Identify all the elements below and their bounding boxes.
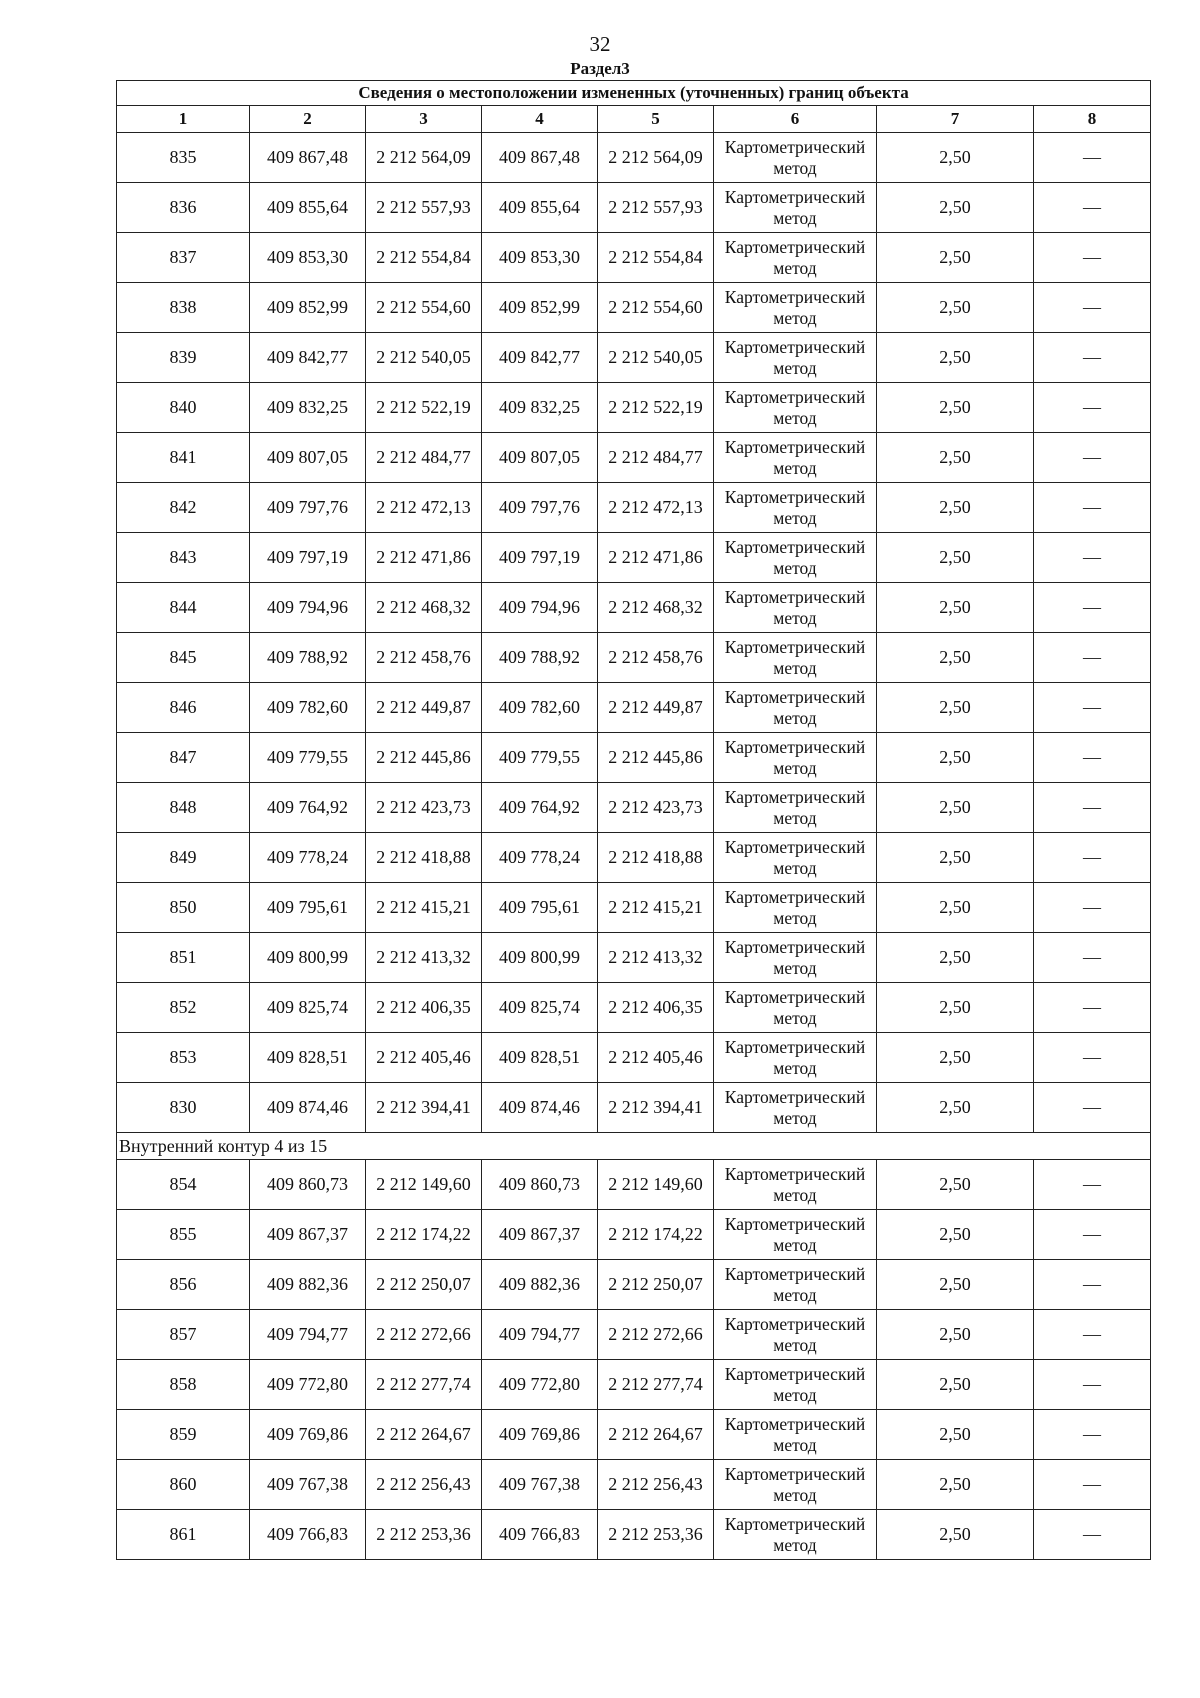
x-refined-cell: 409 828,51 xyxy=(482,1033,598,1083)
y-refined-cell: 2 212 405,46 xyxy=(598,1033,714,1083)
point-number-cell: 852 xyxy=(117,983,250,1033)
table-row xyxy=(117,1360,1151,1410)
accuracy-cell: 2,50 xyxy=(877,233,1034,283)
x-refined-cell: 409 874,46 xyxy=(482,1083,598,1133)
method-cell: Картометрический метод xyxy=(714,883,877,933)
y-refined-cell: 2 212 423,73 xyxy=(598,783,714,833)
y-existing-cell: 2 212 484,77 xyxy=(366,433,482,483)
accuracy-cell: 2,50 xyxy=(877,733,1034,783)
method-cell: Картометрический метод xyxy=(714,1410,877,1460)
method-cell: Картометрический метод xyxy=(714,483,877,533)
point-number-cell: 858 xyxy=(117,1360,250,1410)
x-refined-cell: 409 778,24 xyxy=(482,833,598,883)
x-existing-cell: 409 853,30 xyxy=(250,233,366,283)
table-caption: Сведения о местоположении измененных (уточненных) границ объекта xyxy=(117,81,1151,106)
accuracy-cell: 2,50 xyxy=(877,1160,1034,1210)
table-row xyxy=(117,1260,1151,1310)
y-refined-cell: 2 212 253,36 xyxy=(598,1510,714,1560)
x-existing-cell: 409 842,77 xyxy=(250,333,366,383)
x-refined-cell: 409 767,38 xyxy=(482,1460,598,1510)
column-header: 2 xyxy=(250,106,366,133)
section-title: Раздел3 xyxy=(570,59,630,78)
accuracy-cell: 2,50 xyxy=(877,383,1034,433)
y-refined-cell: 2 212 468,32 xyxy=(598,583,714,633)
y-existing-cell: 2 212 418,88 xyxy=(366,833,482,883)
y-existing-cell: 2 212 445,86 xyxy=(366,733,482,783)
x-existing-cell: 409 772,80 xyxy=(250,1360,366,1410)
accuracy-cell: 2,50 xyxy=(877,883,1034,933)
table-row xyxy=(117,833,1151,883)
method-cell: Картометрический метод xyxy=(714,633,877,683)
y-existing-cell: 2 212 405,46 xyxy=(366,1033,482,1083)
description-cell: — xyxy=(1034,1410,1151,1460)
point-number-cell: 861 xyxy=(117,1510,250,1560)
description-cell: — xyxy=(1034,633,1151,683)
description-cell: — xyxy=(1034,383,1151,433)
table-row xyxy=(117,133,1151,183)
table-row xyxy=(117,1460,1151,1510)
method-cell: Картометрический метод xyxy=(714,1083,877,1133)
y-refined-cell: 2 212 564,09 xyxy=(598,133,714,183)
method-cell: Картометрический метод xyxy=(714,533,877,583)
point-number-cell: 836 xyxy=(117,183,250,233)
y-existing-cell: 2 212 264,67 xyxy=(366,1410,482,1460)
y-existing-cell: 2 212 250,07 xyxy=(366,1260,482,1310)
x-existing-cell: 409 852,99 xyxy=(250,283,366,333)
description-cell: — xyxy=(1034,1160,1151,1210)
y-refined-cell: 2 212 540,05 xyxy=(598,333,714,383)
accuracy-cell: 2,50 xyxy=(877,1083,1034,1133)
method-cell: Картометрический метод xyxy=(714,1460,877,1510)
table-row xyxy=(117,283,1151,333)
description-cell: — xyxy=(1034,883,1151,933)
y-existing-cell: 2 212 468,32 xyxy=(366,583,482,633)
point-number-cell: 838 xyxy=(117,283,250,333)
y-refined-cell: 2 212 264,67 xyxy=(598,1410,714,1460)
column-header: 6 xyxy=(714,106,877,133)
table-row xyxy=(117,983,1151,1033)
point-number-cell: 854 xyxy=(117,1160,250,1210)
x-refined-cell: 409 794,77 xyxy=(482,1310,598,1360)
y-refined-cell: 2 212 256,43 xyxy=(598,1460,714,1510)
point-number-cell: 855 xyxy=(117,1210,250,1260)
description-cell: — xyxy=(1034,1360,1151,1410)
y-existing-cell: 2 212 272,66 xyxy=(366,1310,482,1360)
accuracy-cell: 2,50 xyxy=(877,583,1034,633)
method-cell: Картометрический метод xyxy=(714,1510,877,1560)
accuracy-cell: 2,50 xyxy=(877,633,1034,683)
point-number-cell: 846 xyxy=(117,683,250,733)
y-refined-cell: 2 212 418,88 xyxy=(598,833,714,883)
method-cell: Картометрический метод xyxy=(714,933,877,983)
table-row xyxy=(117,1410,1151,1460)
method-cell: Картометрический метод xyxy=(714,983,877,1033)
point-number-cell: 840 xyxy=(117,383,250,433)
point-number-cell: 845 xyxy=(117,633,250,683)
x-existing-cell: 409 800,99 xyxy=(250,933,366,983)
description-cell: — xyxy=(1034,133,1151,183)
x-refined-cell: 409 867,37 xyxy=(482,1210,598,1260)
table-row xyxy=(117,1033,1151,1083)
y-existing-cell: 2 212 413,32 xyxy=(366,933,482,983)
description-cell: — xyxy=(1034,433,1151,483)
y-existing-cell: 2 212 458,76 xyxy=(366,633,482,683)
accuracy-cell: 2,50 xyxy=(877,1033,1034,1083)
y-existing-cell: 2 212 522,19 xyxy=(366,383,482,433)
y-refined-cell: 2 212 445,86 xyxy=(598,733,714,783)
y-existing-cell: 2 212 406,35 xyxy=(366,983,482,1033)
method-cell: Картометрический метод xyxy=(714,1033,877,1083)
table-row xyxy=(117,233,1151,283)
x-refined-cell: 409 772,80 xyxy=(482,1360,598,1410)
y-existing-cell: 2 212 449,87 xyxy=(366,683,482,733)
point-number-cell: 837 xyxy=(117,233,250,283)
y-refined-cell: 2 212 554,60 xyxy=(598,283,714,333)
accuracy-cell: 2,50 xyxy=(877,783,1034,833)
x-refined-cell: 409 807,05 xyxy=(482,433,598,483)
x-refined-cell: 409 860,73 xyxy=(482,1160,598,1210)
description-cell: — xyxy=(1034,533,1151,583)
y-existing-cell: 2 212 394,41 xyxy=(366,1083,482,1133)
column-header: 7 xyxy=(877,106,1034,133)
description-cell: — xyxy=(1034,1083,1151,1133)
description-cell: — xyxy=(1034,233,1151,283)
x-refined-cell: 409 825,74 xyxy=(482,983,598,1033)
table-row xyxy=(117,1160,1151,1210)
y-refined-cell: 2 212 415,21 xyxy=(598,883,714,933)
point-number-cell: 853 xyxy=(117,1033,250,1083)
column-header: 5 xyxy=(598,106,714,133)
column-header: 1 xyxy=(117,106,250,133)
y-refined-cell: 2 212 272,66 xyxy=(598,1310,714,1360)
table-row xyxy=(117,483,1151,533)
x-existing-cell: 409 855,64 xyxy=(250,183,366,233)
y-refined-cell: 2 212 413,32 xyxy=(598,933,714,983)
x-refined-cell: 409 794,96 xyxy=(482,583,598,633)
y-existing-cell: 2 212 554,84 xyxy=(366,233,482,283)
point-number-cell: 850 xyxy=(117,883,250,933)
x-refined-cell: 409 782,60 xyxy=(482,683,598,733)
column-header: 3 xyxy=(366,106,482,133)
x-existing-cell: 409 797,19 xyxy=(250,533,366,583)
x-existing-cell: 409 825,74 xyxy=(250,983,366,1033)
accuracy-cell: 2,50 xyxy=(877,1410,1034,1460)
y-refined-cell: 2 212 174,22 xyxy=(598,1210,714,1260)
table-row xyxy=(117,433,1151,483)
x-refined-cell: 409 867,48 xyxy=(482,133,598,183)
description-cell: — xyxy=(1034,783,1151,833)
method-cell: Картометрический метод xyxy=(714,1260,877,1310)
x-refined-cell: 409 800,99 xyxy=(482,933,598,983)
description-cell: — xyxy=(1034,933,1151,983)
method-cell: Картометрический метод xyxy=(714,383,877,433)
x-existing-cell: 409 766,83 xyxy=(250,1510,366,1560)
description-cell: — xyxy=(1034,483,1151,533)
x-refined-cell: 409 764,92 xyxy=(482,783,598,833)
y-existing-cell: 2 212 557,93 xyxy=(366,183,482,233)
point-number-cell: 851 xyxy=(117,933,250,983)
point-number-cell: 830 xyxy=(117,1083,250,1133)
x-existing-cell: 409 782,60 xyxy=(250,683,366,733)
x-refined-cell: 409 882,36 xyxy=(482,1260,598,1310)
y-refined-cell: 2 212 394,41 xyxy=(598,1083,714,1133)
y-existing-cell: 2 212 540,05 xyxy=(366,333,482,383)
table-caption-row xyxy=(117,81,1151,106)
x-refined-cell: 409 855,64 xyxy=(482,183,598,233)
description-cell: — xyxy=(1034,683,1151,733)
table-row xyxy=(117,1083,1151,1133)
y-existing-cell: 2 212 174,22 xyxy=(366,1210,482,1260)
y-refined-cell: 2 212 554,84 xyxy=(598,233,714,283)
y-refined-cell: 2 212 250,07 xyxy=(598,1260,714,1310)
method-cell: Картометрический метод xyxy=(714,133,877,183)
table-row xyxy=(117,333,1151,383)
description-cell: — xyxy=(1034,733,1151,783)
accuracy-cell: 2,50 xyxy=(877,833,1034,883)
x-existing-cell: 409 794,77 xyxy=(250,1310,366,1360)
table-row xyxy=(117,533,1151,583)
y-refined-cell: 2 212 484,77 xyxy=(598,433,714,483)
x-existing-cell: 409 867,37 xyxy=(250,1210,366,1260)
x-refined-cell: 409 795,61 xyxy=(482,883,598,933)
x-existing-cell: 409 764,92 xyxy=(250,783,366,833)
table-row xyxy=(117,1210,1151,1260)
column-header: 8 xyxy=(1034,106,1151,133)
table-row xyxy=(117,933,1151,983)
x-existing-cell: 409 779,55 xyxy=(250,733,366,783)
accuracy-cell: 2,50 xyxy=(877,333,1034,383)
y-refined-cell: 2 212 472,13 xyxy=(598,483,714,533)
x-existing-cell: 409 795,61 xyxy=(250,883,366,933)
method-cell: Картометрический метод xyxy=(714,283,877,333)
accuracy-cell: 2,50 xyxy=(877,133,1034,183)
y-existing-cell: 2 212 415,21 xyxy=(366,883,482,933)
y-existing-cell: 2 212 149,60 xyxy=(366,1160,482,1210)
method-cell: Картометрический метод xyxy=(714,1160,877,1210)
x-existing-cell: 409 767,38 xyxy=(250,1460,366,1510)
description-cell: — xyxy=(1034,583,1151,633)
accuracy-cell: 2,50 xyxy=(877,183,1034,233)
contour-row xyxy=(117,1133,1151,1160)
method-cell: Картометрический метод xyxy=(714,733,877,783)
x-refined-cell: 409 842,77 xyxy=(482,333,598,383)
table-row xyxy=(117,633,1151,683)
point-number-cell: 844 xyxy=(117,583,250,633)
point-number-cell: 839 xyxy=(117,333,250,383)
point-number-cell: 859 xyxy=(117,1410,250,1460)
x-refined-cell: 409 766,83 xyxy=(482,1510,598,1560)
x-refined-cell: 409 797,19 xyxy=(482,533,598,583)
accuracy-cell: 2,50 xyxy=(877,933,1034,983)
y-refined-cell: 2 212 522,19 xyxy=(598,383,714,433)
point-number-cell: 842 xyxy=(117,483,250,533)
x-existing-cell: 409 794,96 xyxy=(250,583,366,633)
y-existing-cell: 2 212 256,43 xyxy=(366,1460,482,1510)
page-number: 32 xyxy=(589,32,611,56)
accuracy-cell: 2,50 xyxy=(877,1210,1034,1260)
y-existing-cell: 2 212 471,86 xyxy=(366,533,482,583)
y-refined-cell: 2 212 557,93 xyxy=(598,183,714,233)
y-refined-cell: 2 212 406,35 xyxy=(598,983,714,1033)
accuracy-cell: 2,50 xyxy=(877,1310,1034,1360)
method-cell: Картометрический метод xyxy=(714,833,877,883)
x-existing-cell: 409 797,76 xyxy=(250,483,366,533)
point-number-cell: 848 xyxy=(117,783,250,833)
point-number-cell: 841 xyxy=(117,433,250,483)
table-row xyxy=(117,783,1151,833)
x-refined-cell: 409 797,76 xyxy=(482,483,598,533)
method-cell: Картометрический метод xyxy=(714,233,877,283)
x-refined-cell: 409 832,25 xyxy=(482,383,598,433)
accuracy-cell: 2,50 xyxy=(877,1460,1034,1510)
accuracy-cell: 2,50 xyxy=(877,533,1034,583)
description-cell: — xyxy=(1034,283,1151,333)
description-cell: — xyxy=(1034,1033,1151,1083)
y-existing-cell: 2 212 554,60 xyxy=(366,283,482,333)
description-cell: — xyxy=(1034,833,1151,883)
method-cell: Картометрический метод xyxy=(714,1360,877,1410)
accuracy-cell: 2,50 xyxy=(877,683,1034,733)
table-row xyxy=(117,883,1151,933)
description-cell: — xyxy=(1034,333,1151,383)
y-refined-cell: 2 212 471,86 xyxy=(598,533,714,583)
description-cell: — xyxy=(1034,183,1151,233)
y-existing-cell: 2 212 472,13 xyxy=(366,483,482,533)
y-existing-cell: 2 212 253,36 xyxy=(366,1510,482,1560)
y-existing-cell: 2 212 277,74 xyxy=(366,1360,482,1410)
point-number-cell: 856 xyxy=(117,1260,250,1310)
method-cell: Картометрический метод xyxy=(714,783,877,833)
method-cell: Картометрический метод xyxy=(714,433,877,483)
description-cell: — xyxy=(1034,1510,1151,1560)
table-row xyxy=(117,1510,1151,1560)
method-cell: Картометрический метод xyxy=(714,1210,877,1260)
accuracy-cell: 2,50 xyxy=(877,433,1034,483)
x-refined-cell: 409 769,86 xyxy=(482,1410,598,1460)
method-cell: Картометрический метод xyxy=(714,683,877,733)
table-row xyxy=(117,183,1151,233)
y-refined-cell: 2 212 149,60 xyxy=(598,1160,714,1210)
x-existing-cell: 409 778,24 xyxy=(250,833,366,883)
accuracy-cell: 2,50 xyxy=(877,983,1034,1033)
column-number-row xyxy=(117,106,1151,133)
point-number-cell: 843 xyxy=(117,533,250,583)
description-cell: — xyxy=(1034,1210,1151,1260)
accuracy-cell: 2,50 xyxy=(877,1360,1034,1410)
table-row xyxy=(117,1310,1151,1360)
y-refined-cell: 2 212 277,74 xyxy=(598,1360,714,1410)
accuracy-cell: 2,50 xyxy=(877,1510,1034,1560)
y-refined-cell: 2 212 458,76 xyxy=(598,633,714,683)
description-cell: — xyxy=(1034,1260,1151,1310)
table-row xyxy=(117,733,1151,783)
table-row xyxy=(117,683,1151,733)
x-existing-cell: 409 807,05 xyxy=(250,433,366,483)
x-existing-cell: 409 828,51 xyxy=(250,1033,366,1083)
method-cell: Картометрический метод xyxy=(714,183,877,233)
contour-label: Внутренний контур 4 из 15 xyxy=(117,1133,1151,1160)
point-number-cell: 860 xyxy=(117,1460,250,1510)
boundary-coordinates-table xyxy=(116,80,1151,1560)
x-existing-cell: 409 788,92 xyxy=(250,633,366,683)
table-row xyxy=(117,383,1151,433)
description-cell: — xyxy=(1034,1310,1151,1360)
x-existing-cell: 409 860,73 xyxy=(250,1160,366,1210)
x-existing-cell: 409 882,36 xyxy=(250,1260,366,1310)
x-existing-cell: 409 769,86 xyxy=(250,1410,366,1460)
x-refined-cell: 409 853,30 xyxy=(482,233,598,283)
description-cell: — xyxy=(1034,1460,1151,1510)
accuracy-cell: 2,50 xyxy=(877,1260,1034,1310)
accuracy-cell: 2,50 xyxy=(877,283,1034,333)
x-existing-cell: 409 832,25 xyxy=(250,383,366,433)
description-cell: — xyxy=(1034,983,1151,1033)
point-number-cell: 857 xyxy=(117,1310,250,1360)
x-existing-cell: 409 867,48 xyxy=(250,133,366,183)
y-existing-cell: 2 212 564,09 xyxy=(366,133,482,183)
column-header: 4 xyxy=(482,106,598,133)
y-existing-cell: 2 212 423,73 xyxy=(366,783,482,833)
x-refined-cell: 409 852,99 xyxy=(482,283,598,333)
x-refined-cell: 409 779,55 xyxy=(482,733,598,783)
accuracy-cell: 2,50 xyxy=(877,483,1034,533)
x-refined-cell: 409 788,92 xyxy=(482,633,598,683)
point-number-cell: 849 xyxy=(117,833,250,883)
point-number-cell: 847 xyxy=(117,733,250,783)
method-cell: Картометрический метод xyxy=(714,583,877,633)
y-refined-cell: 2 212 449,87 xyxy=(598,683,714,733)
table-body xyxy=(117,81,1151,1560)
x-existing-cell: 409 874,46 xyxy=(250,1083,366,1133)
method-cell: Картометрический метод xyxy=(714,1310,877,1360)
method-cell: Картометрический метод xyxy=(714,333,877,383)
table-row xyxy=(117,583,1151,633)
point-number-cell: 835 xyxy=(117,133,250,183)
